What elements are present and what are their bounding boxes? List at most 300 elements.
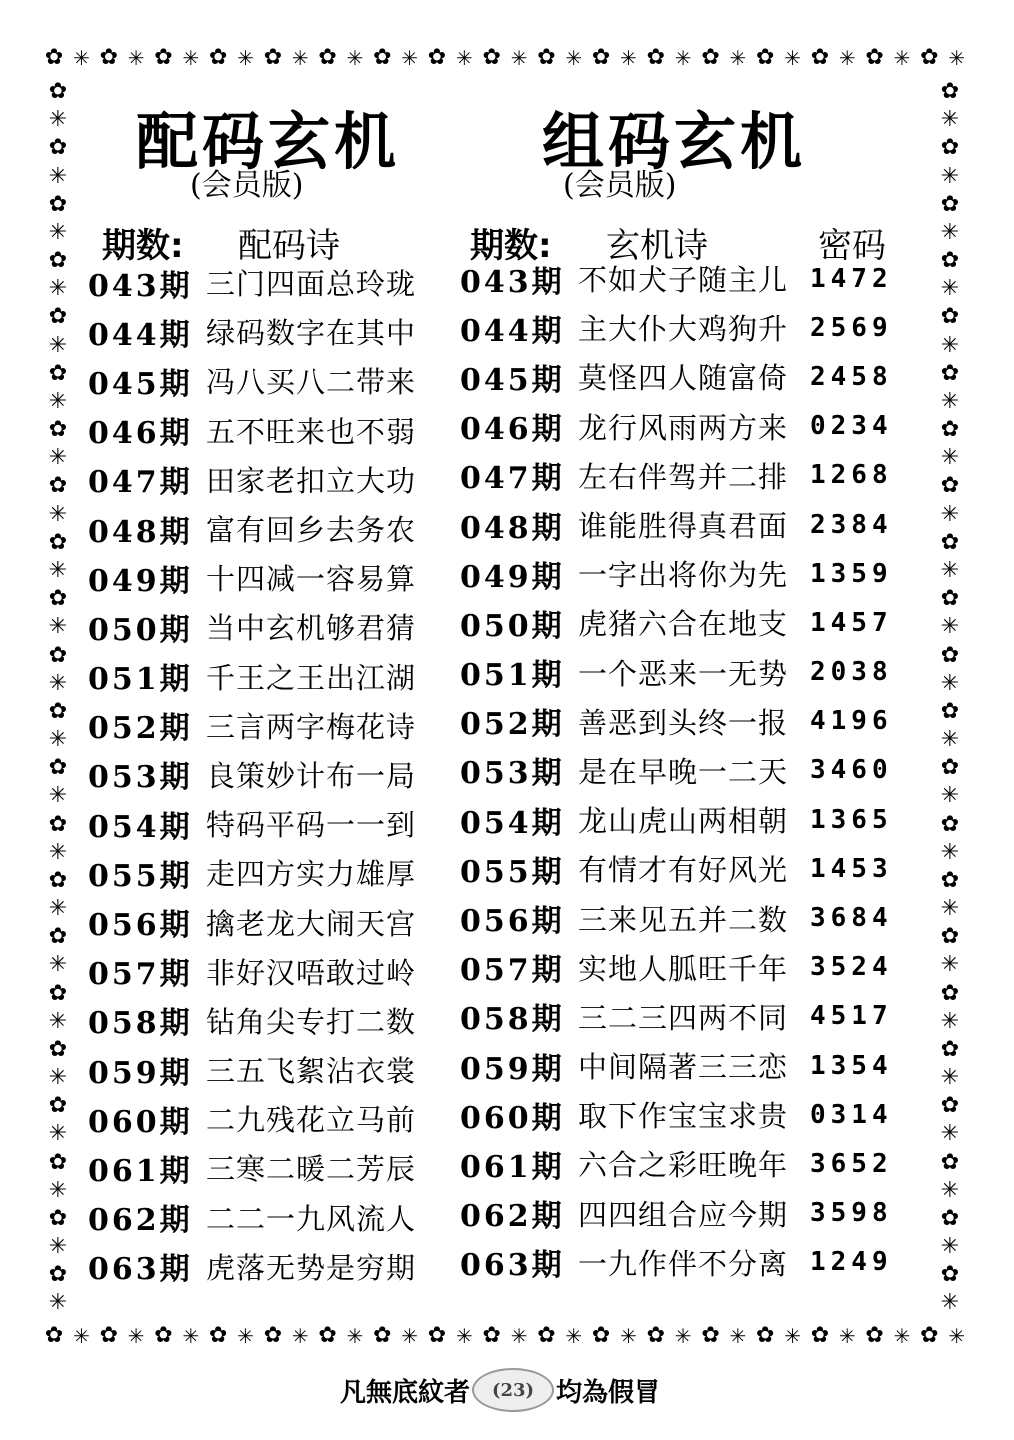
code-number: 3652: [810, 1148, 893, 1179]
flower-icon: ✿: [940, 529, 960, 555]
snowflake-icon: ✳: [674, 1324, 692, 1348]
table-row: [88, 553, 416, 602]
flower-icon: ✿: [48, 867, 68, 893]
snowflake-icon: ✳: [48, 276, 68, 302]
flower-icon: ✿: [940, 191, 960, 217]
snowflake-icon: ✳: [940, 952, 960, 978]
snowflake-icon: ✳: [784, 46, 801, 70]
flower-icon: ✿: [99, 45, 119, 70]
flower-icon: ✿: [48, 755, 68, 781]
snowflake-icon: ✳: [620, 1324, 637, 1348]
table-row: [460, 402, 893, 451]
flower-icon: ✿: [427, 1323, 447, 1348]
period-label: 044期: [88, 317, 193, 353]
footer-text-after: 均為假冒: [556, 1377, 661, 1408]
flower-icon: ✿: [940, 811, 960, 837]
flower-icon: ✿: [940, 79, 960, 105]
snowflake-icon: ✳: [48, 445, 68, 471]
snowflake-icon: ✳: [940, 783, 960, 809]
period-label: 050期: [88, 612, 193, 648]
flower-icon: ✿: [537, 1323, 556, 1348]
poem-text: 虎落无势是穷期: [206, 1250, 417, 1285]
poem-text: 非好汉唔敢过岭: [206, 955, 417, 990]
flower-icon: ✿: [940, 473, 960, 499]
poem-text: 三寒二暖二芳辰: [206, 1152, 417, 1187]
flower-icon: ✿: [427, 45, 447, 70]
snowflake-icon: ✳: [510, 1324, 528, 1348]
period-label: 059期: [460, 1051, 565, 1087]
period-label: 055期: [460, 854, 565, 890]
snowflake-icon: ✳: [48, 1234, 68, 1260]
flower-icon: ✿: [48, 248, 68, 274]
page-number: (23): [491, 1379, 535, 1401]
flower-icon: ✿: [940, 304, 960, 330]
flower-icon: ✿: [940, 980, 960, 1006]
flower-icon: ✿: [48, 135, 68, 161]
poem-text: 一字出将你为先: [578, 558, 789, 593]
flower-icon: ✿: [646, 1323, 666, 1348]
snowflake-icon: ✳: [73, 1324, 90, 1348]
flower-icon: ✿: [48, 980, 68, 1006]
poem-text: 三五飞絮沾衣裳: [206, 1054, 417, 1089]
flower-icon: ✿: [940, 924, 960, 950]
code-number: 0314: [810, 1099, 893, 1130]
ornament-border-top: [40, 40, 970, 76]
period-label: 043期: [88, 268, 193, 304]
flower-icon: ✿: [318, 45, 337, 70]
snowflake-icon: ✳: [940, 163, 960, 189]
period-label: 047期: [88, 465, 193, 501]
table-row: [88, 1242, 416, 1291]
poem-text: 虎猪六合在地支: [578, 607, 789, 642]
period-label: 052期: [88, 711, 193, 747]
snowflake-icon: ✳: [940, 896, 960, 922]
flower-icon: ✿: [756, 45, 775, 70]
poem-text: 钻角尖专打二数: [206, 1004, 417, 1039]
table-row: [88, 652, 416, 701]
code-number: 1354: [810, 1050, 893, 1081]
snowflake-icon: ✳: [237, 46, 254, 70]
flower-icon: ✿: [940, 586, 960, 612]
code-number: 0234: [810, 411, 893, 442]
code-number: 2384: [810, 509, 893, 540]
poem-text: 五不旺来也不弱: [206, 414, 417, 449]
snowflake-icon: ✳: [455, 1324, 473, 1348]
flower-icon: ✿: [373, 1323, 392, 1348]
code-number: 1472: [810, 263, 893, 294]
code-number: 1268: [810, 460, 893, 491]
flower-icon: ✿: [48, 473, 68, 499]
flower-icon: ✿: [99, 1323, 119, 1348]
period-label: 051期: [88, 662, 193, 698]
poem-text: 中间隔著三三恋: [578, 1050, 789, 1085]
snowflake-icon: ✳: [48, 558, 68, 583]
period-label: 055期: [88, 858, 193, 894]
poem-text: 良策妙计布一局: [206, 758, 417, 793]
snowflake-icon: ✳: [455, 46, 473, 70]
snowflake-icon: ✳: [940, 445, 960, 471]
snowflake-icon: ✳: [48, 163, 68, 189]
left-header-period: 期数:: [102, 226, 184, 266]
period-label: 044期: [460, 313, 565, 349]
code-number: 1249: [810, 1247, 893, 1278]
poem-text: 十四减一容易算: [206, 562, 417, 597]
table-row: [460, 992, 893, 1041]
flower-icon: ✿: [263, 45, 283, 70]
snowflake-icon: ✳: [940, 1234, 960, 1260]
flower-icon: ✿: [48, 698, 68, 724]
table-row: [460, 1189, 893, 1238]
table-row: [460, 1090, 893, 1139]
code-number: 1359: [810, 558, 893, 589]
period-label: 057期: [88, 957, 193, 993]
period-label: 061期: [460, 1149, 565, 1185]
snowflake-icon: ✳: [940, 276, 960, 302]
code-number: 2458: [810, 361, 893, 392]
table-row: [460, 795, 893, 844]
period-label: 058期: [88, 1006, 193, 1042]
flower-icon: ✿: [208, 45, 228, 70]
table-row: [88, 356, 416, 405]
code-number: 3684: [810, 903, 893, 934]
period-label: 057期: [460, 953, 565, 989]
table-row: [88, 897, 416, 946]
poem-text: 龙行风雨两方来: [578, 410, 789, 445]
snowflake-icon: ✳: [127, 1324, 145, 1348]
snowflake-icon: ✳: [940, 670, 960, 696]
flower-icon: ✿: [940, 417, 960, 443]
snowflake-icon: ✳: [48, 896, 68, 922]
snowflake-icon: ✳: [948, 46, 966, 70]
period-label: 061期: [88, 1153, 193, 1189]
period-label: 060期: [460, 1100, 565, 1136]
flower-icon: ✿: [537, 45, 556, 70]
flower-icon: ✿: [48, 586, 68, 612]
period-label: 054期: [460, 805, 565, 841]
table-row: [460, 598, 893, 647]
flower-icon: ✿: [44, 45, 64, 70]
snowflake-icon: ✳: [940, 558, 960, 583]
snowflake-icon: ✳: [940, 107, 960, 133]
flower-icon: ✿: [940, 642, 960, 668]
left-table: [88, 258, 416, 1291]
period-label: 054期: [88, 809, 193, 845]
table-row: [460, 500, 893, 549]
code-number: 1453: [810, 853, 893, 884]
poem-text: 富有回乡去务农: [206, 513, 417, 548]
flower-icon: ✿: [940, 1149, 960, 1175]
poem-text: 三来见五并二数: [578, 902, 789, 937]
period-label: 051期: [460, 658, 565, 694]
snowflake-icon: ✳: [784, 1324, 801, 1348]
flower-icon: ✿: [701, 45, 720, 70]
snowflake-icon: ✳: [291, 1324, 309, 1348]
poem-text: 莫怪四人随富倚: [578, 361, 789, 396]
flower-icon: ✿: [646, 45, 666, 70]
poem-text: 是在早晚一二天: [578, 754, 789, 789]
snowflake-icon: ✳: [893, 46, 911, 70]
watermark-stamp: [472, 1368, 554, 1412]
flower-icon: ✿: [154, 1323, 173, 1348]
poem-text: 擒老龙大闹天宫: [206, 906, 417, 941]
period-label: 046期: [460, 412, 565, 448]
poem-text: 绿码数字在其中: [206, 316, 417, 351]
poem-text: 主大仆大鸡狗升: [578, 312, 789, 347]
flower-icon: ✿: [591, 45, 611, 70]
poem-text: 龙山虎山两相朝: [578, 804, 789, 839]
snowflake-icon: ✳: [940, 1121, 960, 1147]
table-row: [460, 549, 893, 598]
poem-text: 三二三四两不同: [578, 1000, 789, 1035]
flower-icon: ✿: [920, 1323, 939, 1348]
period-label: 052期: [460, 707, 565, 743]
table-row: [460, 697, 893, 746]
left-title: 配码玄机: [136, 105, 401, 178]
snowflake-icon: ✳: [940, 839, 960, 865]
flower-icon: ✿: [940, 867, 960, 893]
flower-icon: ✿: [940, 1262, 960, 1288]
poem-text: 左右伴驾并二排: [578, 459, 789, 494]
flower-icon: ✿: [48, 642, 68, 668]
table-row: [460, 943, 893, 992]
flower-icon: ✿: [810, 1323, 830, 1348]
flower-icon: ✿: [48, 1149, 68, 1175]
snowflake-icon: ✳: [48, 219, 68, 245]
table-row: [88, 1094, 416, 1143]
left-header-poem: 配码诗: [238, 226, 340, 266]
ornament-border-right: [934, 78, 966, 1318]
snowflake-icon: ✳: [48, 1121, 68, 1147]
snowflake-icon: ✳: [48, 501, 68, 527]
flower-icon: ✿: [940, 755, 960, 781]
snowflake-icon: ✳: [729, 1324, 747, 1348]
code-number: 2569: [810, 312, 893, 343]
flower-icon: ✿: [208, 1323, 228, 1348]
period-label: 056期: [88, 908, 193, 944]
snowflake-icon: ✳: [48, 332, 68, 358]
poem-text: 四四组合应今期: [578, 1197, 789, 1232]
snowflake-icon: ✳: [940, 1065, 960, 1091]
poem-text: 善恶到头终一报: [578, 705, 789, 740]
code-number: 3460: [810, 755, 893, 786]
code-number: 3598: [810, 1198, 893, 1229]
poem-text: 田家老扣立大功: [206, 463, 417, 498]
poem-text: 千王之王出江湖: [206, 660, 417, 695]
ornament-border-left: [42, 78, 74, 1318]
code-number: 2038: [810, 657, 893, 688]
period-label: 045期: [460, 362, 565, 398]
snowflake-icon: ✳: [620, 46, 637, 70]
snowflake-icon: ✳: [838, 46, 856, 70]
snowflake-icon: ✳: [48, 107, 68, 133]
period-label: 060期: [88, 1104, 193, 1140]
table-row: [460, 254, 893, 303]
snowflake-icon: ✳: [565, 46, 583, 70]
poem-text: 一个恶来一无势: [578, 656, 789, 691]
flower-icon: ✿: [48, 360, 68, 386]
flower-icon: ✿: [48, 304, 68, 330]
flower-icon: ✿: [48, 529, 68, 555]
poem-text: 三言两字梅花诗: [206, 709, 417, 744]
flower-icon: ✿: [810, 45, 830, 70]
flower-icon: ✿: [865, 45, 884, 70]
poem-text: 六合之彩旺晚年: [578, 1148, 789, 1183]
period-label: 049期: [460, 559, 565, 595]
snowflake-icon: ✳: [940, 501, 960, 527]
flower-icon: ✿: [865, 1323, 884, 1348]
snowflake-icon: ✳: [291, 46, 309, 70]
snowflake-icon: ✳: [940, 219, 960, 245]
flower-icon: ✿: [263, 1323, 283, 1348]
poem-text: 一九作伴不分离: [578, 1246, 789, 1281]
snowflake-icon: ✳: [940, 614, 960, 640]
poem-text: 取下作宝宝求贵: [578, 1099, 789, 1134]
snowflake-icon: ✳: [401, 46, 419, 70]
period-label: 047期: [460, 461, 565, 497]
snowflake-icon: ✳: [127, 46, 145, 70]
table-row: [460, 746, 893, 795]
right-header-code: 密码: [818, 226, 886, 266]
snowflake-icon: ✳: [729, 46, 747, 70]
period-label: 043期: [460, 264, 565, 300]
period-label: 045期: [88, 366, 193, 402]
table-row: [88, 504, 416, 553]
snowflake-icon: ✳: [48, 783, 68, 809]
right-table: [460, 254, 893, 1287]
period-label: 062期: [88, 1203, 193, 1239]
table-row: [88, 1045, 416, 1094]
poem-text: 当中玄机够君猜: [206, 611, 417, 646]
right-header-poem: 玄机诗: [606, 226, 708, 266]
period-label: 053期: [460, 756, 565, 792]
right-title: 组码玄机: [542, 105, 807, 178]
footer: [340, 1368, 660, 1412]
flower-icon: ✿: [373, 45, 392, 70]
period-label: 063期: [88, 1252, 193, 1288]
period-label: 056期: [460, 904, 565, 940]
period-label: 049期: [88, 563, 193, 599]
flower-icon: ✿: [940, 135, 960, 161]
left-subtitle: (会员版): [190, 168, 304, 203]
snowflake-icon: ✳: [565, 1324, 583, 1348]
snowflake-icon: ✳: [940, 388, 960, 414]
poem-text: 冯八买八二带来: [206, 365, 417, 400]
flower-icon: ✿: [48, 191, 68, 217]
flower-icon: ✿: [48, 1036, 68, 1062]
table-row: [88, 701, 416, 750]
snowflake-icon: ✳: [940, 332, 960, 358]
snowflake-icon: ✳: [48, 388, 68, 414]
period-label: 053期: [88, 760, 193, 796]
right-subtitle: (会员版): [563, 168, 677, 203]
period-label: 058期: [460, 1002, 565, 1038]
snowflake-icon: ✳: [940, 1177, 960, 1203]
snowflake-icon: ✳: [73, 46, 90, 70]
period-label: 048期: [88, 514, 193, 550]
poem-text: 三门四面总玲珑: [206, 267, 417, 302]
poem-text: 走四方实力雄厚: [206, 857, 417, 892]
poem-text: 特码平码一一到: [206, 808, 417, 843]
flower-icon: ✿: [940, 1205, 960, 1231]
code-number: 4517: [810, 1001, 893, 1032]
flower-icon: ✿: [940, 698, 960, 724]
table-row: [460, 1139, 893, 1188]
code-number: 1365: [810, 804, 893, 835]
poem-text: 二二一九风流人: [206, 1201, 417, 1236]
snowflake-icon: ✳: [346, 46, 364, 70]
footer-text-before: 凡無底紋者: [340, 1377, 471, 1408]
poem-text: 实地人胍旺千年: [578, 951, 789, 986]
table-row: [88, 406, 416, 455]
snowflake-icon: ✳: [48, 952, 68, 978]
table-row: [88, 602, 416, 651]
flower-icon: ✿: [940, 1093, 960, 1119]
snowflake-icon: ✳: [182, 46, 200, 70]
table-row: [88, 947, 416, 996]
snowflake-icon: ✳: [838, 1324, 856, 1348]
period-label: 048期: [460, 510, 565, 546]
flower-icon: ✿: [591, 1323, 611, 1348]
snowflake-icon: ✳: [48, 1290, 68, 1316]
snowflake-icon: ✳: [237, 1324, 254, 1348]
snowflake-icon: ✳: [48, 614, 68, 640]
code-number: 1457: [810, 607, 893, 638]
table-row: [88, 750, 416, 799]
snowflake-icon: ✳: [948, 1324, 966, 1348]
table-row: [88, 848, 416, 897]
table-row: [460, 1238, 893, 1287]
right-header-period: 期数:: [470, 226, 552, 266]
table-row: [88, 258, 416, 307]
table-row: [460, 893, 893, 942]
flower-icon: ✿: [48, 1093, 68, 1119]
flower-icon: ✿: [940, 360, 960, 386]
snowflake-icon: ✳: [401, 1324, 419, 1348]
flower-icon: ✿: [701, 1323, 720, 1348]
table-row: [88, 455, 416, 504]
table-row: [460, 844, 893, 893]
snowflake-icon: ✳: [48, 670, 68, 696]
snowflake-icon: ✳: [48, 1065, 68, 1091]
snowflake-icon: ✳: [48, 1177, 68, 1203]
snowflake-icon: ✳: [48, 727, 68, 753]
snowflake-icon: ✳: [182, 1324, 200, 1348]
flower-icon: ✿: [154, 45, 173, 70]
flower-icon: ✿: [940, 1036, 960, 1062]
period-label: 062期: [460, 1199, 565, 1235]
poem-text: 谁能胜得真君面: [578, 509, 789, 544]
flower-icon: ✿: [756, 1323, 775, 1348]
table-row: [88, 1143, 416, 1192]
table-row: [460, 303, 893, 352]
poem-text: 不如犬子随主儿: [578, 263, 789, 298]
flower-icon: ✿: [920, 45, 939, 70]
code-number: 4196: [810, 706, 893, 737]
snowflake-icon: ✳: [940, 727, 960, 753]
poem-text: 有情才有好风光: [578, 853, 789, 888]
snowflake-icon: ✳: [674, 46, 692, 70]
flower-icon: ✿: [48, 79, 68, 105]
poem-text: 二九残花立马前: [206, 1103, 417, 1138]
table-row: [88, 1193, 416, 1242]
table-row: [460, 451, 893, 500]
table-row: [460, 648, 893, 697]
flower-icon: ✿: [48, 811, 68, 837]
flower-icon: ✿: [48, 1262, 68, 1288]
snowflake-icon: ✳: [940, 1290, 960, 1316]
snowflake-icon: ✳: [48, 839, 68, 865]
ornament-border-bottom: [40, 1318, 970, 1354]
